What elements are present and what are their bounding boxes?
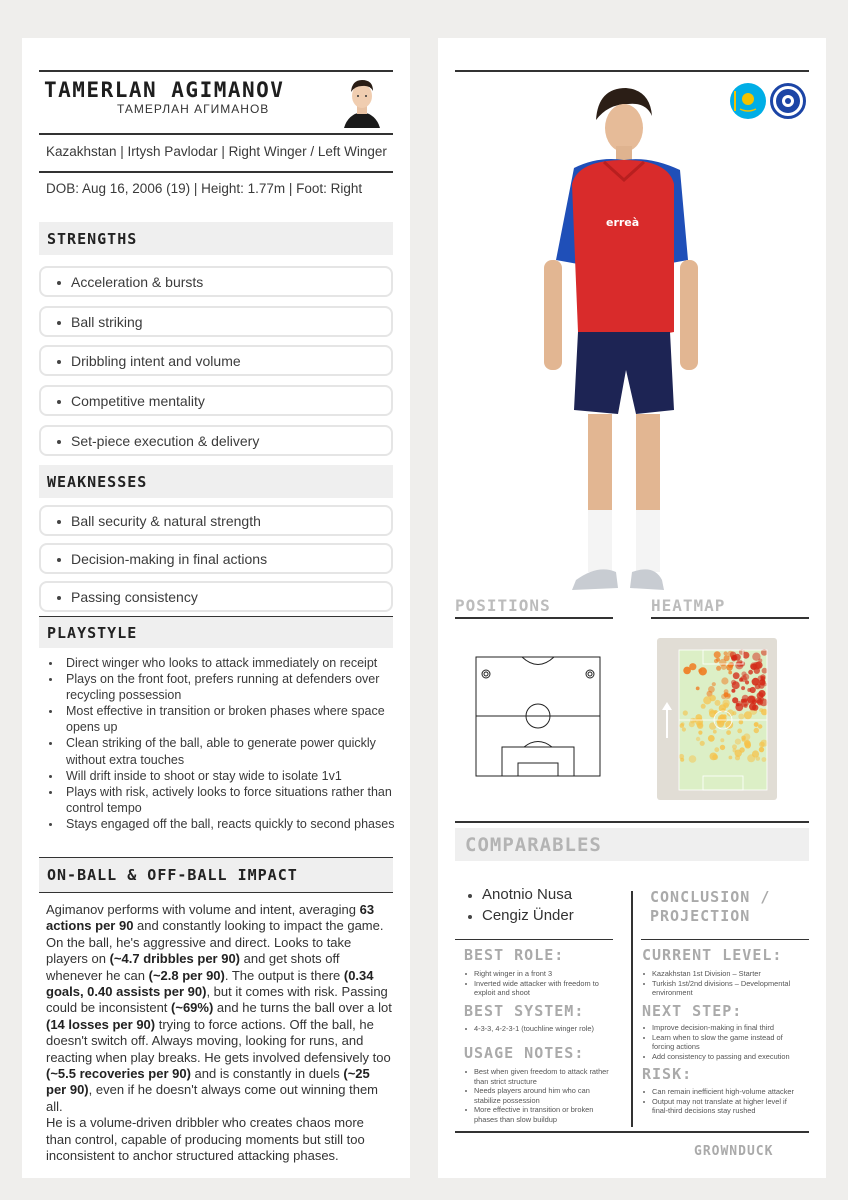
risk-item: Output may not translate at higher level if final-third decisions stay rushed — [642, 1097, 802, 1116]
level-rule — [641, 939, 809, 940]
heat-blob — [759, 747, 764, 752]
club-crest-icon — [770, 83, 806, 119]
heat-blob — [754, 722, 759, 727]
kazakhstan-flag-icon — [730, 83, 766, 119]
heat-blob — [731, 689, 735, 693]
next-step-list — [642, 1023, 802, 1061]
heat-blob — [689, 663, 696, 670]
best-role-heading: BEST ROLE: — [464, 946, 565, 964]
current-level-item: Kazakhstan 1st Division – Starter — [642, 969, 802, 979]
heat-blob — [730, 652, 736, 658]
heat-blob — [744, 711, 752, 719]
positions-pitch — [470, 650, 606, 782]
comparables-rule — [455, 821, 809, 823]
heat-blob — [695, 718, 703, 726]
title-top-rule — [39, 70, 393, 72]
profile-card-right — [438, 38, 826, 1178]
heat-blob — [740, 677, 744, 681]
footer-rule — [455, 1131, 809, 1133]
comparable-player: Cengiz Ünder — [482, 907, 574, 924]
player-bio: DOB: Aug 16, 2006 (19) | Height: 1.77m | Foot: Right — [46, 181, 363, 196]
playstyle-item: Plays on the front foot, prefers running at defenders over recycling possession — [66, 671, 396, 703]
heat-blob — [748, 670, 753, 675]
heat-blob — [717, 718, 725, 726]
usage-note-item: More effective in transition or broken phases than slow buildup — [464, 1105, 614, 1124]
usage-note-item: Needs players around him who can stabilize possession — [464, 1086, 614, 1105]
heat-blob — [759, 708, 763, 712]
strength-item: Dribbling intent and volume — [39, 345, 393, 376]
attack-direction-arrow-icon — [662, 702, 672, 738]
best-role-item: Right winger in a front 3 — [464, 969, 614, 979]
current-level-item: Turkish 1st/2nd divisions – Developmental environment — [642, 979, 802, 998]
strength-item: Competitive mentality — [39, 385, 393, 416]
heat-blob — [709, 722, 716, 729]
heat-blob — [736, 660, 743, 667]
heat-blob — [732, 681, 740, 689]
risk-item: Can remain inefficient high-volume attacker — [642, 1087, 802, 1097]
comparables-heading: COMPARABLES — [455, 828, 809, 861]
heat-blob — [710, 753, 718, 761]
heat-blob — [709, 710, 716, 717]
heat-blob — [743, 674, 750, 681]
heat-blob — [720, 738, 724, 742]
heat-blob — [747, 754, 755, 762]
best-system-list — [464, 1024, 614, 1034]
right-top-rule — [455, 70, 809, 72]
playstyle-list — [66, 655, 396, 832]
player-meta: Kazakhstan | Irtysh Pavlodar | Right Winger / Left Winger — [46, 144, 387, 159]
risk-list — [642, 1087, 802, 1116]
heat-blob — [720, 745, 725, 750]
strength-item: Acceleration & bursts — [39, 266, 393, 297]
heat-blob — [741, 686, 745, 690]
player-avatar — [340, 74, 384, 128]
heat-blob — [739, 747, 744, 752]
impact-summary: He is a volume-driven dribbler who creates chaos more than control, capable of producing moments but still too inconsistent to anchor structured attacking phases. — [46, 1115, 365, 1164]
brand-logo: GROWNDUCK — [694, 1144, 774, 1159]
best-system-heading: BEST SYSTEM: — [464, 1002, 585, 1020]
heat-blob — [689, 755, 697, 763]
conclusion-heading: CONCLUSION / PROJECTION — [650, 888, 771, 925]
heat-blob — [716, 666, 721, 671]
heat-blob — [698, 669, 702, 673]
heat-blob — [758, 724, 762, 728]
heat-blob — [724, 651, 728, 655]
playstyle-item: Direct winger who looks to attack immediately on receipt — [66, 655, 396, 671]
svg-text:erreà: erreà — [606, 216, 640, 229]
playstyle-item: Stays engaged off the ball, reacts quickly to second phases — [66, 816, 395, 831]
usage-notes-list — [464, 1067, 614, 1125]
heat-blob — [696, 687, 700, 691]
heat-blob — [714, 651, 721, 658]
positions-rule — [455, 617, 613, 619]
heat-blob — [759, 679, 766, 686]
heat-blob — [732, 744, 737, 749]
heat-blob — [680, 723, 685, 728]
heat-blob — [719, 659, 726, 666]
usage-note-item: Best when given freedom to attack rather than strict structure — [464, 1067, 614, 1086]
heat-blob — [700, 741, 705, 746]
heat-blob — [680, 758, 684, 762]
heat-blob — [735, 755, 740, 760]
heat-blob — [710, 695, 716, 701]
current-level-list — [642, 969, 802, 998]
heat-blob — [698, 731, 702, 735]
player-photo — [538, 80, 708, 610]
heatmap-rule — [651, 617, 809, 619]
heat-blob — [749, 696, 756, 703]
heat-blob — [725, 693, 731, 699]
heat-blob — [733, 672, 740, 679]
impact-heading: ON-BALL & OFF-BALL IMPACT — [39, 857, 393, 893]
heat-blob — [743, 733, 750, 740]
heat-blob — [713, 730, 717, 734]
best-role-item: Inverted wide attacker with freedom to exploit and shoot — [464, 979, 614, 998]
heat-blob — [715, 700, 721, 706]
heatmap-panel — [657, 638, 777, 800]
heat-blob — [742, 652, 749, 659]
heat-blob — [712, 682, 716, 686]
next-step-heading: NEXT STEP: — [642, 1002, 743, 1020]
heat-blob — [736, 701, 741, 706]
risk-heading: RISK: — [642, 1065, 693, 1083]
player-name: TAMERLAN AGIMANOV — [44, 78, 285, 102]
playstyle-item: Will drift inside to shoot or stay wide to isolate 1v1 — [66, 768, 396, 784]
comparable-player: Anotnio Nusa — [482, 886, 573, 903]
meta-divider — [39, 171, 393, 173]
heat-blob — [755, 661, 762, 668]
heat-blob — [737, 729, 742, 734]
strength-item: Ball striking — [39, 306, 393, 337]
weakness-item: Decision-making in final actions — [39, 543, 393, 574]
heat-blob — [728, 671, 732, 675]
playstyle-heading: PLAYSTYLE — [39, 616, 393, 648]
heat-blob — [714, 747, 719, 752]
profile-card-left — [22, 38, 410, 1178]
heat-blob — [739, 720, 744, 725]
heat-blob — [738, 714, 744, 720]
heat-blob — [754, 728, 759, 733]
column-divider — [631, 891, 633, 1127]
heatmap-heading: HEATMAP — [651, 596, 726, 615]
playstyle-item: Plays with risk, actively looks to force situations rather than control tempo — [66, 784, 396, 816]
best-system-item: 4-3-3, 4-2-3-1 (touchline winger role) — [464, 1024, 614, 1034]
heat-blob — [701, 704, 706, 709]
positions-heading: POSITIONS — [455, 596, 551, 615]
playstyle-item: Most effective in transition or broken phases where space opens up — [66, 703, 396, 735]
player-name-cyrillic: ТАМЕРЛАН АГИМАНОВ — [117, 102, 270, 116]
heat-blob — [696, 737, 700, 741]
heat-blob — [752, 653, 760, 661]
heat-blob — [759, 742, 765, 748]
heat-blob — [750, 687, 756, 693]
weakness-item: Ball security & natural strength — [39, 505, 393, 536]
heat-blob — [729, 756, 733, 760]
heat-blob — [683, 710, 688, 715]
best-role-list — [464, 969, 614, 998]
heat-blob — [760, 697, 764, 701]
heat-blob — [741, 701, 748, 708]
next-step-item: Add consistency to passing and execution — [642, 1052, 802, 1062]
usage-notes-heading: USAGE NOTES: — [464, 1044, 585, 1062]
heat-blob — [726, 664, 733, 671]
heat-blob — [762, 668, 768, 674]
role-rule — [455, 939, 613, 940]
heat-blob — [756, 756, 761, 761]
heat-blob — [708, 686, 715, 693]
heat-blob — [735, 739, 741, 745]
next-step-item: Improve decision-making in final third — [642, 1023, 802, 1033]
title-bottom-rule — [39, 133, 393, 135]
heat-blob — [721, 677, 728, 684]
heat-blob — [744, 741, 751, 748]
heat-blob — [752, 704, 758, 710]
heat-blob — [760, 674, 765, 679]
playstyle-item: Clean striking of the ball, able to generate power quickly without extra touches — [66, 735, 396, 767]
heat-blob — [708, 735, 715, 742]
strengths-heading: STRENGTHS — [39, 222, 393, 255]
heat-blob — [726, 730, 731, 735]
heat-blob — [762, 757, 767, 762]
current-level-heading: CURRENT LEVEL: — [642, 946, 783, 964]
weakness-item: Passing consistency — [39, 581, 393, 612]
heat-blob — [682, 727, 686, 731]
next-step-item: Learn when to slow the game instead of forcing actions — [642, 1033, 802, 1052]
impact-paragraph: Agimanov performs with volume and intent, averaging 63 actions per 90 and constantly looking to impact the game. On the ball, he's aggressive and direct. Looks to take players on (~4.7 dribbles per 90) and get shots off whenever he can (~2.8 per 90). The output is there (0.34 goals, 0.40 assists per 90), but it comes with risk. Passing could be inconsistent (~69%) and he turns the ball over a lot (14 losses per 90) trying to force actions. Off the ball, he doesn't switch off. Always moving, looking for runs, and reacting when play breaks. He gets involved defensively too (~5.5 recoveries per 90) and is constantly in duels (~25 per 90), even if he doesn't always come out winning them all. He is a volume-driven dribbler who creates chaos more than control, capable of producing moments but still too inconsistent to anchor structured attacking phases. — [46, 902, 392, 1164]
strength-item: Set-piece execution & delivery — [39, 425, 393, 456]
weaknesses-heading: WEAKNESSES — [39, 465, 393, 498]
